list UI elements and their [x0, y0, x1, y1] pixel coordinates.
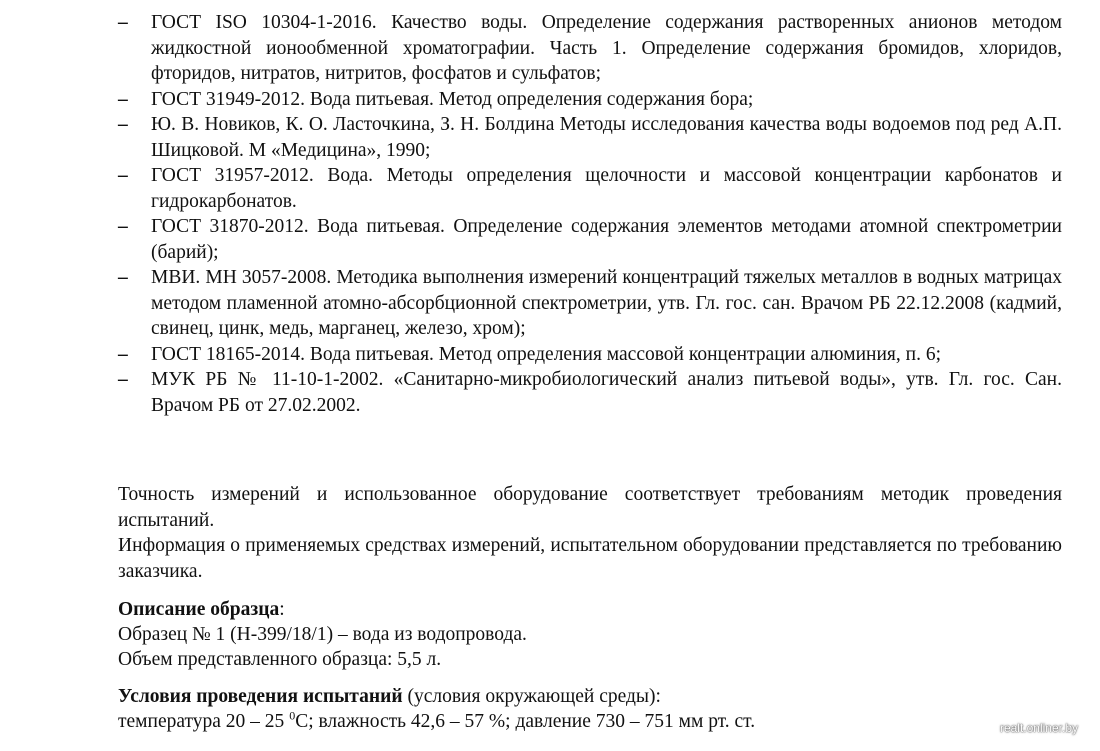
conditions-text-end: С; влажность 42,6 – 57 %; давление 730 – 751 мм рт. ст.	[295, 711, 756, 732]
list-item-text: ГОСТ 31957-2012. Вода. Методы определения щелочности и массовой концентрации карбонатов и гидрокарбонатов.	[151, 165, 1062, 212]
list-item	[118, 342, 1062, 368]
list-item-text: МВИ. МН 3057-2008. Методика выполнения измерений концентраций тяжелых металлов в водных матрицах методом пламенной атомно-абсорбционной спектрометрии, утв. Гл. гос. сан. Врачом РБ 22.12.2008 (кадмий, свинец, цинк, медь, марганец, железо, хром);	[151, 267, 1062, 339]
equipment-info-paragraph: Информация о применяемых средствах измерений, испытательном оборудовании представляется по требованию заказчика.	[118, 535, 1062, 582]
conditions-heading: Условия проведения испытаний	[118, 686, 403, 707]
bullet-dash: –	[118, 369, 128, 390]
list-item	[118, 163, 1062, 214]
sample-heading: Описание образца	[118, 599, 280, 620]
list-item-text: ГОСТ ISO 10304-1-2016. Качество воды. Определение содержания растворенных анионов методом жидкостной ионообменной хроматографии. Часть 1. Определение содержания бромидов, хлоридов, фторидов, нитратов, нитритов, фосфатов и сульфатов;	[151, 12, 1062, 84]
bullet-dash: –	[118, 12, 128, 33]
conditions-heading-line	[118, 684, 1062, 710]
list-item	[118, 367, 1062, 418]
bullet-dash: –	[118, 216, 128, 237]
sample-heading-line	[118, 597, 1062, 623]
conditions-text-start: температура 20 – 25	[118, 711, 290, 732]
bullet-dash: –	[118, 88, 128, 110]
degree-superscript: 0	[289, 708, 296, 723]
list-item-text: Ю. В. Новиков, К. О. Ласточкина, З. Н. Болдина Методы исследования качества воды водоемов под ред А.П. Шицковой. М «Медицина», 1990;	[151, 114, 1062, 161]
list-item-text: ГОСТ 31949-2012. Вода питьевая. Метод определения содержания бора;	[151, 88, 754, 110]
bullet-dash: –	[118, 165, 128, 186]
list-item	[118, 10, 1062, 87]
sample-heading-suffix: :	[279, 599, 285, 620]
list-item	[118, 214, 1062, 265]
list-item	[118, 265, 1062, 342]
accuracy-paragraph: Точность измерений и использованное оборудование соответствует требованиям методик проведения испытаний.	[118, 484, 1062, 531]
bullet-dash: –	[118, 267, 128, 288]
sample-line-1: Образец № 1 (Н-399/18/1) – вода из водопровода.	[118, 624, 527, 645]
list-item-text: ГОСТ 18165-2014. Вода питьевая. Метод определения массовой концентрации алюминия, п. 6;	[151, 343, 941, 365]
list-item	[118, 112, 1062, 163]
site-watermark: realt.onliner.by	[999, 721, 1078, 735]
bullet-dash: –	[118, 114, 128, 135]
list-item	[118, 87, 1062, 113]
conditions-line	[118, 709, 1062, 735]
conditions-heading-suffix: (условия окружающей среды):	[402, 686, 661, 707]
bullet-dash: –	[118, 343, 128, 365]
sample-line-2: Объем представленного образца: 5,5 л.	[118, 649, 442, 670]
list-item-text: ГОСТ 31870-2012. Вода питьевая. Определение содержания элементов методами атомной спектрометрии (барий);	[151, 216, 1062, 263]
list-item-text: МУК РБ № 11-10-1-2002. «Санитарно-микробиологический анализ питьевой воды», утв. Гл. гос. Сан. Врачом РБ от 27.02.2002.	[151, 369, 1062, 416]
standards-list	[118, 10, 1062, 418]
